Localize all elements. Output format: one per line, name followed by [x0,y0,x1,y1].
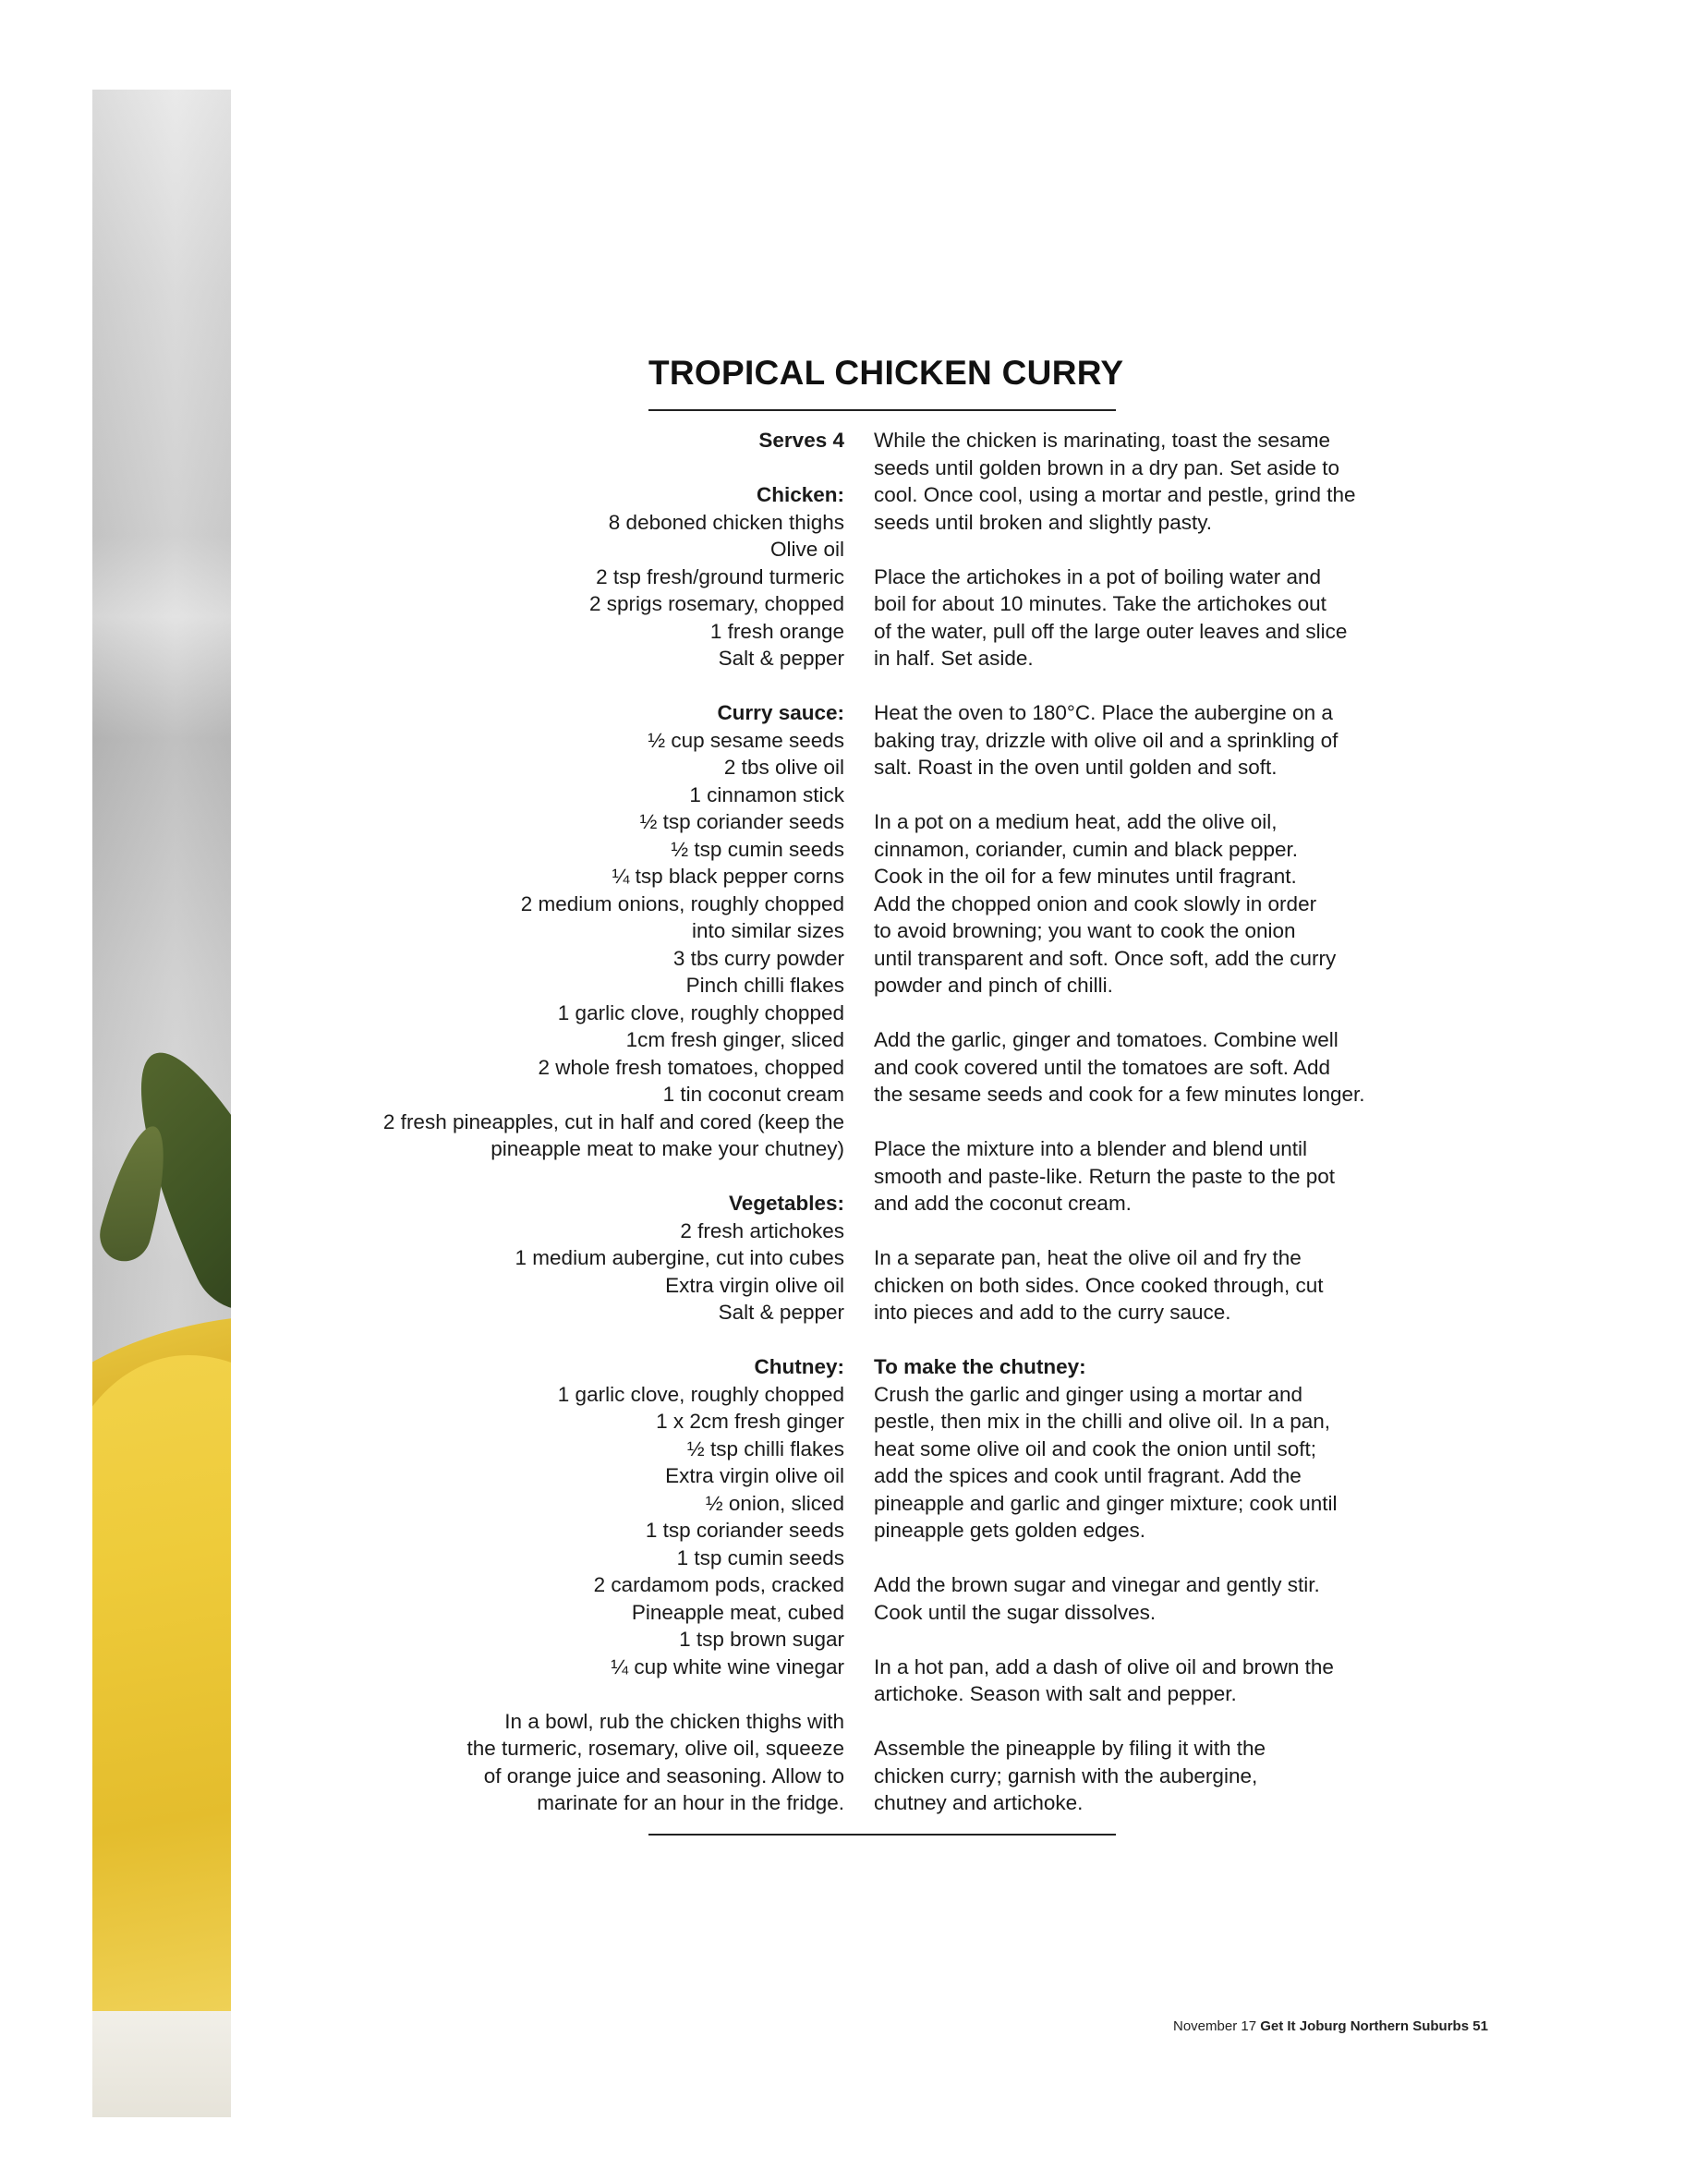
marinate-text: the turmeric, rosemary, olive oil, squeeze [466,1737,844,1760]
ingredient-item: 1 x 2cm fresh ginger [656,1410,844,1433]
method-line: Crush the garlic and ginger using a mortar and [874,1382,1303,1406]
method-line: chicken curry; garnish with the aubergine, [874,1763,1258,1787]
method-line: chutney and artichoke. [874,1791,1084,1814]
method-line: Heat the oven to 180°C. Place the aubergine on a [874,701,1333,724]
ingredient-item: Salt & pepper [718,1301,844,1324]
method-line: heat some olive oil and cook the onion until soft; [874,1436,1317,1460]
recipe-title: TROPICAL CHICKEN CURRY [648,354,1124,392]
ingredient-item: 2 tsp fresh/ground turmeric [596,564,844,588]
marinate-text: marinate for an hour in the fridge. [537,1791,844,1814]
chicken-heading: Chicken: [756,483,844,506]
method-line: salt. Roast in the oven until golden and soft. [874,756,1278,779]
method-line: Cook in the oil for a few minutes until fragrant. [874,865,1297,888]
ingredient-item: 1 fresh orange [709,619,844,643]
method-line: and cook covered until the tomatoes are soft. Add [874,1055,1331,1079]
method-line: chicken on both sides. Once cooked through, cut [874,1273,1324,1297]
ingredient-item: ¼ tsp black pepper corns [612,865,844,888]
ingredient-item: Pineapple meat, cubed [631,1600,844,1624]
ingredient-item: 1 garlic clove, roughly chopped [557,1382,844,1406]
spacer [874,1109,1391,1136]
ingredient-item: 1 cinnamon stick [689,782,844,806]
spacer [874,1218,1391,1245]
method-line: pestle, then mix in the chilli and olive oil. In a pan, [874,1410,1331,1433]
footer-publication: Get It Joburg Northern Suburbs [1260,2018,1470,2034]
spacer [874,672,1391,700]
spacer [874,782,1391,809]
ingredient-item: Salt & pepper [718,647,844,670]
ingredient-item: 2 sprigs rosemary, chopped [589,592,844,615]
marinate-text: of orange juice and seasoning. Allow to [483,1763,844,1787]
page-footer [1173,2018,1488,2034]
method-line: pineapple and garlic and ginger mixture; cook until [874,1491,1338,1515]
ingredient-item: 1 tsp coriander seeds [645,1519,844,1542]
ingredients-column [333,427,844,1817]
spacer [874,1545,1391,1572]
method-line: Cook until the sugar dissolves. [874,1600,1157,1624]
ingredient-item: 2 medium onions, roughly chopped [520,891,844,915]
spacer [874,1000,1391,1027]
vegetables-heading: Vegetables: [728,1192,844,1215]
ingredient-item: ½ cup sesame seeds [648,728,844,752]
ingredient-item: 8 deboned chicken thighs [608,510,844,534]
spacer [874,1327,1391,1354]
chutney-heading: Chutney: [754,1355,844,1378]
chutney-method-heading: To make the chutney: [874,1355,1086,1378]
method-line: smooth and paste-like. Return the paste to the pot [874,1164,1336,1188]
method-line: baking tray, drizzle with olive oil and a sprinkling of [874,728,1339,752]
method-line: Place the mixture into a blender and blend until [874,1137,1308,1160]
footer-date: November 17 [1173,2018,1257,2034]
curry-sauce-heading: Curry sauce: [717,701,844,724]
serves-label: Serves 4 [758,429,844,452]
ingredient-item: 1 tin coconut cream [662,1083,844,1106]
spacer [333,1327,844,1354]
method-line: In a hot pan, add a dash of olive oil and brown the [874,1654,1334,1678]
method-line: artichoke. Season with salt and pepper. [874,1682,1237,1705]
ingredient-item: Extra virgin olive oil [665,1464,844,1487]
marinate-text: In a bowl, rub the chicken thighs with [504,1709,844,1733]
method-column [874,427,1391,1817]
food-photo-strip [92,90,231,2117]
ingredient-item: 1 tsp brown sugar [679,1628,844,1651]
ingredient-item: 2 fresh artichokes [680,1218,844,1242]
method-line: cinnamon, coriander, cumin and black pepper. [874,837,1299,861]
method-line: In a separate pan, heat the olive oil and fry the [874,1246,1302,1269]
plate-shape [92,2011,231,2117]
ingredient-item: ½ tsp coriander seeds [639,810,844,833]
ingredient-item: Olive oil [769,538,844,561]
ingredient-item: 1 tsp cumin seeds [676,1545,844,1569]
spacer [333,454,844,482]
ingredient-item: 3 tbs curry powder [672,946,844,970]
footer-page-number: 51 [1472,2018,1488,2034]
method-line: seeds until broken and slightly pasty. [874,510,1213,534]
method-line: boil for about 10 minutes. Take the artichokes out [874,592,1326,615]
method-line: Place the artichokes in a pot of boiling water and [874,564,1322,588]
method-line: into pieces and add to the curry sauce. [874,1301,1231,1324]
ingredient-item: ¼ cup white wine vinegar [611,1654,844,1678]
ingredient-item: Pinch chilli flakes [685,974,844,997]
spacer [874,1708,1391,1736]
ingredient-item: ½ tsp chilli flakes [686,1436,844,1460]
ingredient-item: 1cm fresh ginger, sliced [625,1028,844,1051]
spacer [333,1680,844,1708]
spacer [333,672,844,700]
method-line: and add the coconut cream. [874,1192,1132,1215]
method-line: in half. Set aside. [874,647,1034,670]
method-line: powder and pinch of chilli. [874,974,1113,997]
method-line: until transparent and soft. Once soft, add the curry [874,946,1337,970]
method-line: of the water, pull off the large outer leaves and slice [874,619,1348,643]
title-divider [648,409,1116,411]
ingredient-item: into similar sizes [691,919,844,942]
ingredient-item: Extra virgin olive oil [665,1273,844,1297]
ingredient-item: 2 whole fresh tomatoes, chopped [538,1055,844,1079]
spacer [874,536,1391,563]
method-line: Assemble the pineapple by filing it with the [874,1737,1266,1760]
spacer [333,1163,844,1191]
method-line: While the chicken is marinating, toast the sesame [874,429,1330,452]
ingredient-item: 2 tbs olive oil [723,756,844,779]
method-line: add the spices and cook until fragrant. Add the [874,1464,1302,1487]
method-line: Add the chopped onion and cook slowly in order [874,891,1317,915]
method-line: pineapple gets golden edges. [874,1519,1145,1542]
ingredient-item: pineapple meat to make your chutney) [491,1137,844,1160]
method-line: seeds until golden brown in a dry pan. Set aside to [874,455,1340,479]
bottom-divider [648,1834,1116,1836]
method-line: to avoid browning; you want to cook the onion [874,919,1296,942]
ingredient-item: ½ tsp cumin seeds [671,837,844,861]
ingredient-item: ½ onion, sliced [705,1491,844,1515]
pineapple-shape [92,1355,231,2117]
method-line: cool. Once cool, using a mortar and pestle, grind the [874,483,1356,506]
ingredient-item: 2 fresh pineapples, cut in half and cored (keep the [382,1109,844,1133]
method-line: In a pot on a medium heat, add the olive oil, [874,810,1278,833]
ingredient-item: 1 medium aubergine, cut into cubes [515,1246,844,1269]
method-line: the sesame seeds and cook for a few minutes longer. [874,1083,1365,1106]
method-line: Add the garlic, ginger and tomatoes. Combine well [874,1028,1339,1051]
ingredient-item: 1 garlic clove, roughly chopped [557,1000,844,1024]
ingredient-item: 2 cardamom pods, cracked [593,1573,844,1596]
spacer [874,1626,1391,1654]
method-line: Add the brown sugar and vinegar and gently stir. [874,1573,1320,1596]
